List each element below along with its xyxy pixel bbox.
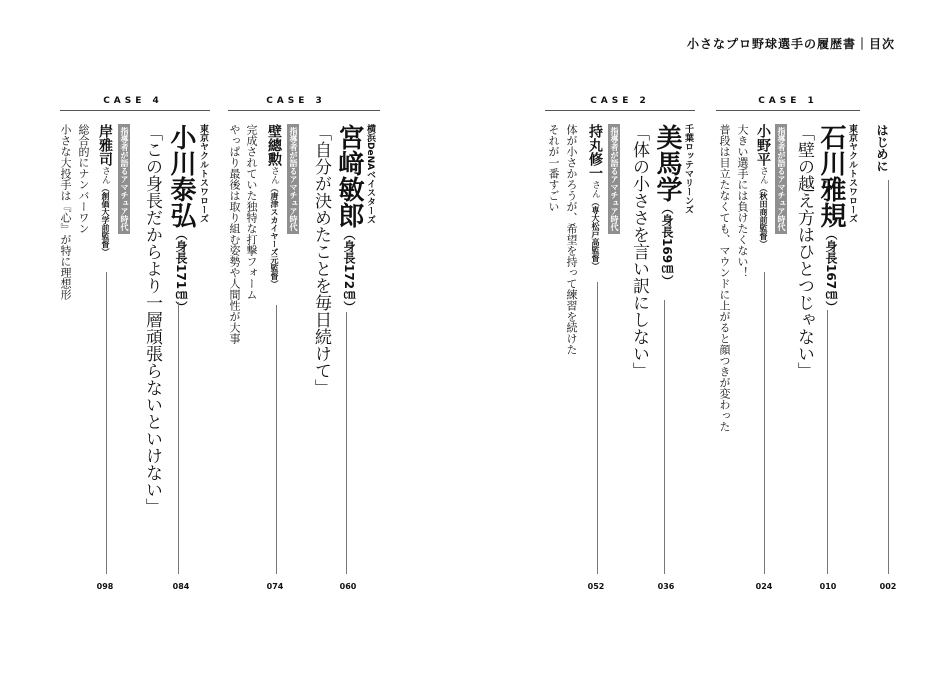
case-4-mentor-name: 岸雅司 — [97, 124, 113, 166]
case-1-player-height: （身長167㎝） — [824, 228, 838, 314]
case-4-quote: 「この身長だからより一層頑張らないといけない」 — [142, 124, 162, 515]
case-4-mentor-leader-line — [106, 272, 107, 574]
case-3-mentor-line-1: 完成されていた独特な打撃フォーム — [245, 124, 258, 300]
case-3-player-heading[interactable] — [336, 124, 362, 313]
case-4-player-name: 小川泰弘 — [166, 124, 196, 228]
intro-page-number[interactable]: 002 — [879, 582, 897, 591]
case-4-mentor-heading[interactable] — [97, 124, 113, 256]
case-3-player-leader-line — [346, 312, 347, 574]
case-4-mentor-honorific: さん — [100, 166, 110, 184]
case-2-mentor-page-number[interactable]: 052 — [587, 582, 605, 591]
case-1-player-name: 石川雅規 — [816, 124, 846, 228]
case-2-mentor-affiliation: （専大松戸高監督） — [591, 198, 600, 270]
case-3-team: 横浜DeNAベイスターズ — [365, 124, 375, 225]
case-2-label: CASE 2 — [590, 96, 650, 106]
case-1-mentor-name: 小野平 — [755, 124, 771, 166]
case-2-player-page-number[interactable]: 036 — [657, 582, 675, 591]
case-1-player-page-number[interactable]: 010 — [819, 582, 837, 591]
case-1-mentor-line-2: 普段は目立たなくても、マウンドに上がると顔つきが変わった — [718, 124, 731, 432]
case-4-mentor-page-number[interactable]: 098 — [96, 582, 114, 591]
intro-leader-line — [888, 180, 889, 574]
case-3-mentor-heading[interactable] — [266, 124, 282, 288]
page-header-title: 小さなプロ野球選手の履歴書｜目次 — [686, 37, 895, 51]
case-3-player-page-number[interactable]: 060 — [339, 582, 357, 591]
case-2-quote: 「体の小ささを言い訳にしない」 — [629, 124, 649, 379]
case-2-player-leader-line — [664, 300, 665, 574]
case-2-team: 千葉ロッテマリーンズ — [683, 124, 693, 214]
case-1-mentor-honorific: さん — [758, 166, 768, 184]
case-1-rule — [716, 110, 860, 111]
case-4-mentor-line-1: 総合的にナンバーワン — [77, 124, 90, 234]
case-2-player-height: （身長169㎝） — [660, 202, 674, 288]
case-3-player-height: （身長172㎝） — [342, 228, 356, 314]
case-4-label: CASE 4 — [103, 96, 163, 106]
case-3-player-name: 宮﨑敏郎 — [334, 124, 364, 228]
case-1-mentor-heading[interactable] — [755, 124, 771, 248]
case-1-label: CASE 1 — [758, 96, 818, 106]
case-2-mentor-tag: 指導者が語るアマチュア時代 — [608, 124, 620, 234]
case-3-mentor-honorific: さん — [269, 166, 279, 184]
case-3-label: CASE 3 — [266, 96, 326, 106]
case-3-mentor-leader-line — [276, 305, 277, 574]
case-3-rule — [228, 110, 380, 111]
case-1-team: 東京ヤクルトスワローズ — [847, 124, 857, 223]
case-1-mentor-tag: 指導者が語るアマチュア時代 — [775, 124, 787, 234]
case-2-mentor-leader-line — [597, 282, 598, 574]
case-2-mentor-honorific: さん — [590, 180, 600, 198]
case-4-player-height: （身長171㎝） — [174, 228, 188, 314]
case-1-mentor-leader-line — [764, 272, 765, 574]
case-2-player-name: 美馬学 — [652, 124, 682, 202]
intro-label[interactable]: はじめに — [875, 124, 889, 172]
case-2-mentor-name: 持丸修一 — [587, 124, 603, 180]
case-3-mentor-affiliation: （唐津スカイヤーズ元監督） — [270, 184, 279, 288]
case-3-mentor-name: 壁總勲 — [266, 124, 282, 166]
case-2-mentor-heading[interactable] — [587, 124, 603, 270]
case-3-mentor-line-2: やっぱり最後は取り組む姿勢や人間性が大事 — [228, 124, 241, 344]
case-2-mentor-line-2: それが一番すごい — [547, 124, 560, 212]
case-4-mentor-tag: 指導者が語るアマチュア時代 — [118, 124, 130, 234]
case-3-mentor-page-number[interactable]: 074 — [266, 582, 284, 591]
case-1-mentor-affiliation: （秋田商前監督） — [759, 184, 768, 248]
case-1-mentor-page-number[interactable]: 024 — [755, 582, 773, 591]
case-1-mentor-line-1: 大きい選手には負けたくない！ — [736, 124, 749, 278]
case-2-mentor-line-1: 体が小さかろうが、希望を持って練習を続けた — [565, 124, 578, 355]
case-4-team: 東京ヤクルトスワローズ — [198, 124, 208, 223]
case-2-player-heading[interactable] — [654, 124, 680, 287]
case-4-mentor-affiliation: （創価大学前監督） — [101, 184, 110, 256]
case-4-rule — [60, 110, 210, 111]
case-1-player-leader-line — [827, 310, 828, 574]
case-4-mentor-line-2: 小さな大投手は『心』が特に理想形 — [59, 124, 72, 300]
case-3-mentor-tag: 指導者が語るアマチュア時代 — [287, 124, 299, 234]
case-1-player-heading[interactable] — [818, 124, 844, 313]
case-3-quote: 「自分が決めたことを毎日続けて」 — [311, 124, 331, 396]
case-2-rule — [545, 110, 695, 111]
case-4-player-heading[interactable] — [168, 124, 194, 313]
case-4-player-page-number[interactable]: 084 — [172, 582, 190, 591]
case-1-quote: 「壁の越え方はひとつじゃない」 — [794, 124, 814, 379]
case-4-player-leader-line — [178, 302, 179, 574]
